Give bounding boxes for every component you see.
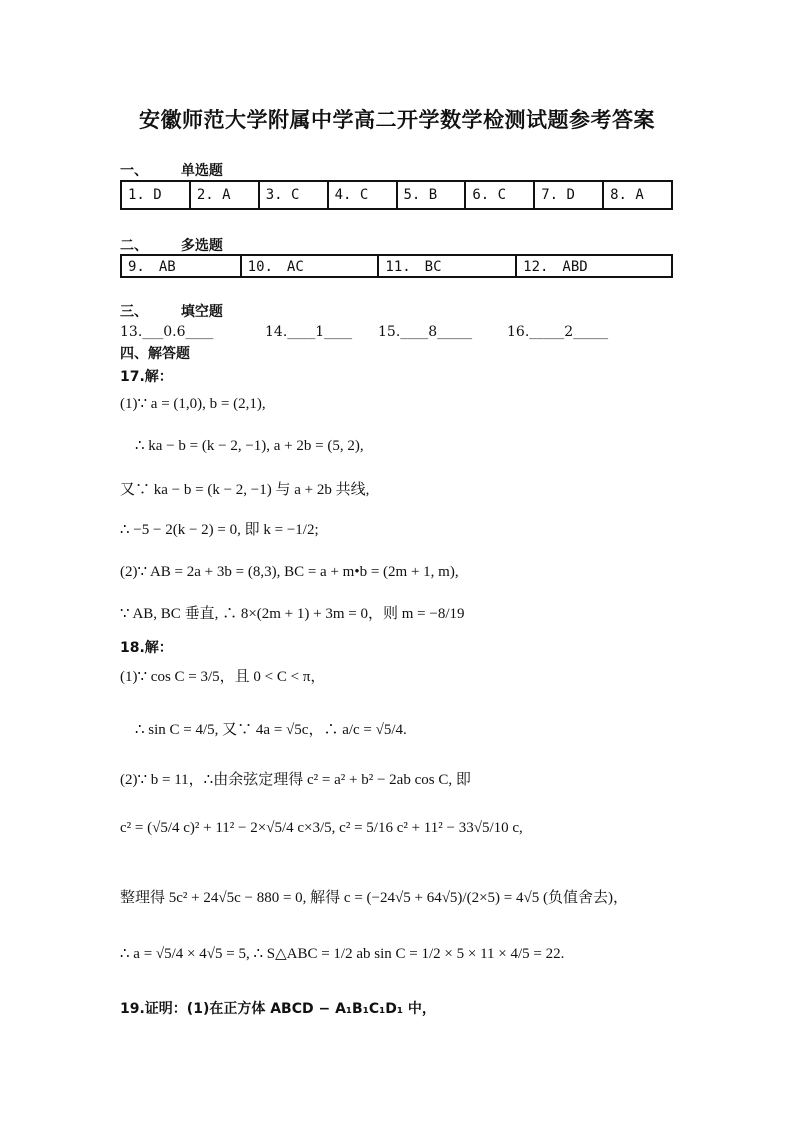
section-3-label: 填空题 — [180, 304, 223, 320]
p17-line-6: ∵ AB, BC 垂直, ∴ 8×(2m + 1) + 3m = 0，则 m = −8/19 — [120, 606, 465, 622]
p18-line-6: ∴ a = √5/4 × 4√5 = 5, ∴ S△ABC = 1/2 ab sin C = 1/2 × 5 × 11 × 4/5 = 22. — [120, 946, 565, 962]
fill-blank-13: 13.___0.6____ — [120, 324, 214, 340]
answer-cell: 11. BC — [378, 255, 516, 277]
answer-cell: 4. C — [328, 181, 397, 209]
page-title: 安徽师范大学附属中学高二开学数学检测试题参考答案 — [139, 107, 655, 132]
answer-cell: 5. B — [397, 181, 466, 209]
section-2-heading — [120, 235, 223, 255]
answer-cell: 6. C — [465, 181, 534, 209]
p17-line-1: (1)∵ a = (1,0), b = (2,1), — [120, 396, 266, 412]
section-1-number: 一、 — [120, 163, 148, 179]
answer-cell: 1. D — [121, 181, 190, 209]
multi-choice-answer-table — [120, 254, 673, 278]
p17-line-4: ∴ −5 − 2(k − 2) = 0, 即 k = −1/2; — [120, 522, 319, 538]
section-2-label: 多选题 — [180, 238, 223, 254]
answer-cell: 3. C — [259, 181, 328, 209]
p17-line-5: (2)∵ AB = 2a + 3b = (8,3), BC = a + m•b = (2m + 1, m), — [120, 564, 459, 580]
section-2-number: 二、 — [120, 238, 148, 254]
p18-line-5: 整理得 5c² + 24√5c − 880 = 0, 解得 c = (−24√5 + 64√5)/(2×5) = 4√5 (负值舍去)， — [120, 890, 628, 906]
fill-blank-15: 15.____8_____ — [378, 324, 473, 340]
single-choice-answer-table — [120, 180, 673, 210]
answer-cell: 12. ABD — [516, 255, 672, 277]
answer-cell: 10. AC — [241, 255, 379, 277]
answer-cell: 9. AB — [121, 255, 241, 277]
section-3-number: 三、 — [120, 304, 148, 320]
section-3-heading — [120, 301, 223, 321]
problem-18-heading: 18.解： — [120, 640, 173, 656]
p17-line-2: ∴ ka − b = (k − 2, −1), a + 2b = (5, 2), — [135, 438, 364, 454]
section-1-label: 单选题 — [180, 163, 223, 179]
problem-17-heading: 17.解： — [120, 369, 173, 385]
p18-line-4: c² = (√5/4 c)² + 11² − 2×√5/4 c×3/5, c² = 5/16 c² + 11² − 33√5/10 c, — [120, 820, 523, 836]
fill-blank-14: 14.____1____ — [265, 324, 353, 340]
answer-cell: 7. D — [534, 181, 603, 209]
answer-cell: 8. A — [603, 181, 672, 209]
p19-line-1: 19.证明：(1)在正方体 ABCD − A₁B₁C₁D₁ 中， — [120, 1001, 436, 1017]
p17-line-3: 又∵ ka − b = (k − 2, −1) 与 a + 2b 共线, — [120, 482, 370, 498]
fill-blank-16: 16._____2_____ — [507, 324, 609, 340]
p18-line-1: (1)∵ cos C = 3/5，且 0 < C < π， — [120, 669, 326, 685]
answer-cell: 2. A — [190, 181, 259, 209]
section-1-heading — [120, 160, 223, 180]
section-4-heading: 四、解答题 — [120, 346, 190, 362]
p18-line-2: ∴ sin C = 4/5, 又∵ 4a = √5c，∴ a/c = √5/4. — [135, 722, 407, 738]
p18-line-3: (2)∵ b = 11，∴由余弦定理得 c² = a² + b² − 2ab cos C, 即 — [120, 772, 471, 788]
